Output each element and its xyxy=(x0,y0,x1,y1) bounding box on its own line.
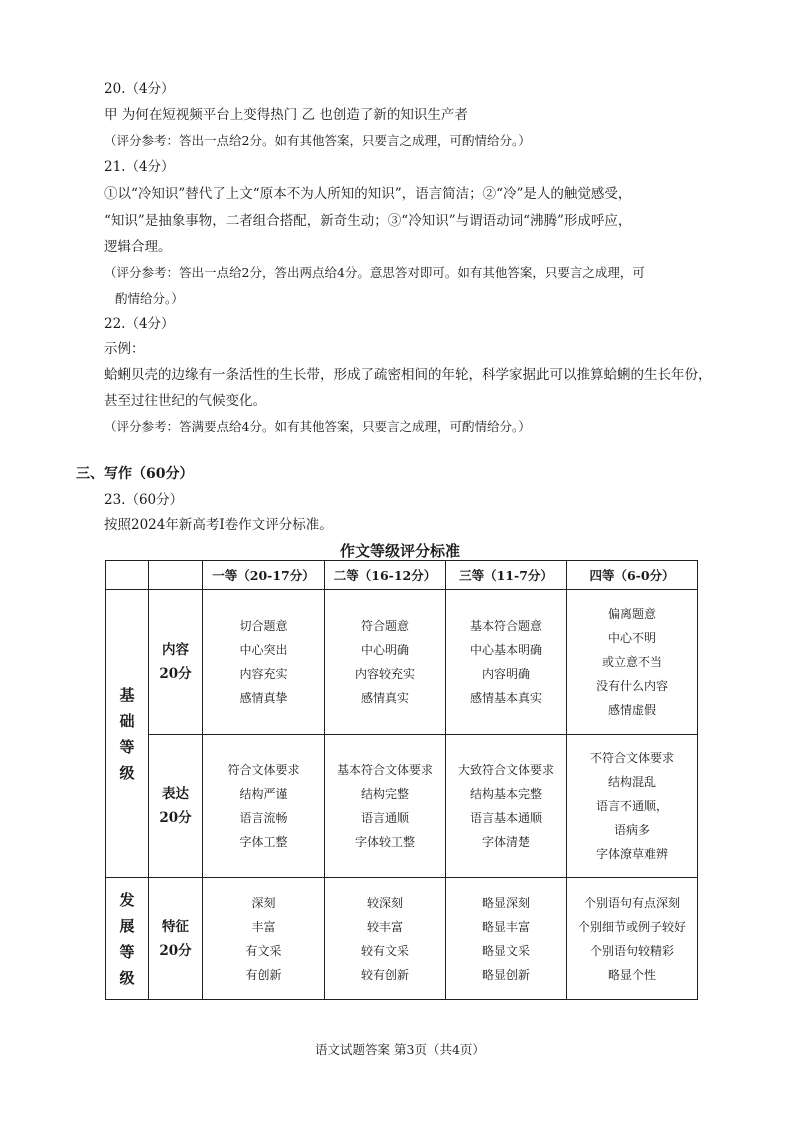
subcategory-characteristics xyxy=(149,878,203,1000)
q21-note-line-1: （评分参考：答出一点给2分，答出两点给4分。意思答对即可。如有其他答案，只要言之成理，可 xyxy=(104,265,645,280)
criterion-text: 结构基本完整 xyxy=(469,787,542,801)
criterion-text: 略显深刻 xyxy=(481,895,530,910)
criterion-text: 感情真挚 xyxy=(239,691,288,705)
cell-content-grade-1 xyxy=(203,590,325,735)
category-char: 展 xyxy=(119,916,135,935)
criterion-text: 字体潦草难辨 xyxy=(595,847,668,861)
criterion-text: 中心不明 xyxy=(607,631,656,645)
subcategory-score: 20分 xyxy=(159,942,192,959)
page-footer: 语文试题答案 第3页（共4页） xyxy=(315,1042,485,1057)
criterion-text: 中心明确 xyxy=(360,643,409,657)
criterion-text: 结构混乱 xyxy=(607,775,656,789)
criterion-text: 基本符合文体要求 xyxy=(336,763,433,777)
header-blank-cell xyxy=(106,561,149,590)
q22-answer-line-2: 甚至过往世纪的气候变化。 xyxy=(104,393,266,409)
cell-expression-grade-2 xyxy=(325,735,446,878)
criterion-text: 字体较工整 xyxy=(354,835,415,849)
subcategory-score: 20分 xyxy=(159,810,192,826)
q21-header: 21.（4分） xyxy=(104,159,175,175)
cell-characteristics-grade-2 xyxy=(325,878,446,1000)
category-development-level xyxy=(106,878,149,1000)
criterion-text: 字体清楚 xyxy=(481,835,530,849)
cell-expression-grade-1 xyxy=(203,735,325,878)
category-char: 基 xyxy=(119,685,135,704)
q21-answer-line-2: “知识”是抽象事物，二者组合搭配，新奇生动；③“冷知识”与谓语动词“沸腾”形成呼应， xyxy=(104,213,632,229)
criterion-text: 内容较充实 xyxy=(354,667,415,681)
section-3-title: 三、写作（60分） xyxy=(76,466,194,482)
criterion-text: 字体工整 xyxy=(239,835,288,849)
criterion-text: 感情基本真实 xyxy=(469,691,542,705)
header-grade-4: 四等（6-0分） xyxy=(567,561,698,590)
category-char: 级 xyxy=(119,763,135,782)
q23-header: 23.（60分） xyxy=(104,492,184,508)
q21-note-line-2: 酌情给分。） xyxy=(115,291,184,306)
cell-content-grade-4 xyxy=(567,590,698,735)
header-blank-cell xyxy=(149,561,203,590)
subcategory-score: 20分 xyxy=(159,666,192,682)
criterion-text: 深刻 xyxy=(251,895,276,910)
criterion-text: 感情虚假 xyxy=(607,703,656,717)
criterion-text: 语言通顺 xyxy=(360,811,409,825)
criterion-text: 没有什么内容 xyxy=(595,679,668,693)
criterion-text: 符合题意 xyxy=(360,619,409,633)
criterion-text: 中心突出 xyxy=(239,643,288,657)
criterion-text: 结构严谨 xyxy=(239,787,288,801)
criterion-text: 结构完整 xyxy=(360,787,409,801)
category-char: 础 xyxy=(119,711,135,730)
criterion-text: 或立意不当 xyxy=(601,655,662,669)
subcategory-expression xyxy=(149,735,203,878)
q22-header: 22.（4分） xyxy=(104,316,175,332)
criterion-text: 个别语句有点深刻 xyxy=(583,895,680,910)
criterion-text: 较有创新 xyxy=(360,967,409,982)
q22-answer-line-1: 蛤蜊贝壳的边缘有一条活性的生长带，形成了疏密相间的年轮，科学家据此可以推算蛤蜊的生长年份， xyxy=(104,367,712,383)
criterion-text: 感情真实 xyxy=(360,691,409,705)
criterion-text: 偏离题意 xyxy=(607,607,656,621)
criterion-text: 个别细节或例子较好 xyxy=(577,919,686,934)
category-char: 等 xyxy=(119,737,135,756)
q20-note: （评分参考：答出一点给2分。如有其他答案，只要言之成理，可酌情给分。） xyxy=(104,133,531,148)
criterion-text: 符合文体要求 xyxy=(227,763,300,777)
cell-characteristics-grade-3 xyxy=(446,878,567,1000)
header-grade-2: 二等（16-12分） xyxy=(325,561,446,590)
q21-answer-line-1: ①以“冷知识”替代了上文“原本不为人所知的知识”，语言简洁；②“冷”是人的触觉感受， xyxy=(104,186,632,202)
cell-expression-grade-3 xyxy=(446,735,567,878)
table-row-expression xyxy=(106,735,698,878)
criterion-text: 内容明确 xyxy=(481,667,530,681)
subcategory-name: 表达 xyxy=(162,786,189,802)
cell-characteristics-grade-4 xyxy=(567,878,698,1000)
criterion-text: 基本符合题意 xyxy=(469,619,542,633)
criterion-text: 有创新 xyxy=(245,967,282,982)
category-char: 发 xyxy=(119,890,135,909)
category-char: 级 xyxy=(119,968,135,987)
q20-answer: 甲 为何在短视频平台上变得热门 乙 也创造了新的知识生产者 xyxy=(104,107,468,123)
q20-header: 20.（4分） xyxy=(104,81,175,97)
criterion-text: 较有文采 xyxy=(360,943,409,958)
cell-expression-grade-4 xyxy=(567,735,698,878)
criterion-text: 略显文采 xyxy=(481,943,530,958)
q22-note: （评分参考：答满要点给4分。如有其他答案，只要言之成理，可酌情给分。） xyxy=(104,419,531,434)
table-row-content xyxy=(106,590,698,735)
header-grade-1: 一等（20-17分） xyxy=(203,561,325,590)
table-header-row xyxy=(106,561,698,590)
cell-content-grade-3 xyxy=(446,590,567,735)
category-basic-level xyxy=(106,590,149,878)
criterion-text: 较丰富 xyxy=(366,919,403,934)
table-row-characteristics xyxy=(106,878,698,1000)
criterion-text: 语言流畅 xyxy=(239,811,288,825)
q22-example-label: 示例： xyxy=(104,341,145,357)
criterion-text: 较深刻 xyxy=(366,895,403,910)
cell-characteristics-grade-1 xyxy=(203,878,325,1000)
category-char: 等 xyxy=(119,942,135,961)
criterion-text: 语言基本通顺 xyxy=(469,811,542,825)
criterion-text: 略显丰富 xyxy=(481,919,530,934)
essay-grading-table xyxy=(105,560,698,1000)
subcategory-name: 特征 xyxy=(162,918,189,935)
criterion-text: 语病多 xyxy=(613,823,650,837)
subcategory-name: 内容 xyxy=(162,642,189,658)
table-title: 作文等级评分标准 xyxy=(339,542,460,560)
criterion-text: 有文采 xyxy=(245,943,282,958)
criterion-text: 不符合文体要求 xyxy=(589,751,674,765)
cell-content-grade-2 xyxy=(325,590,446,735)
criterion-text: 大致符合文体要求 xyxy=(457,763,554,777)
criterion-text: 语言不通顺， xyxy=(595,799,668,813)
criterion-text: 丰富 xyxy=(251,919,276,934)
criterion-text: 略显创新 xyxy=(481,967,530,982)
criterion-text: 中心基本明确 xyxy=(469,643,542,657)
criterion-text: 内容充实 xyxy=(239,667,288,681)
criterion-text: 略显个性 xyxy=(607,967,656,982)
header-grade-3: 三等（11-7分） xyxy=(446,561,567,590)
criterion-text: 切合题意 xyxy=(239,619,288,633)
criterion-text: 个别语句较精彩 xyxy=(589,943,674,958)
subcategory-content xyxy=(149,590,203,735)
q23-text: 按照2024年新高考Ⅰ卷作文评分标准。 xyxy=(104,517,333,533)
q21-answer-line-3: 逻辑合理。 xyxy=(104,239,172,255)
